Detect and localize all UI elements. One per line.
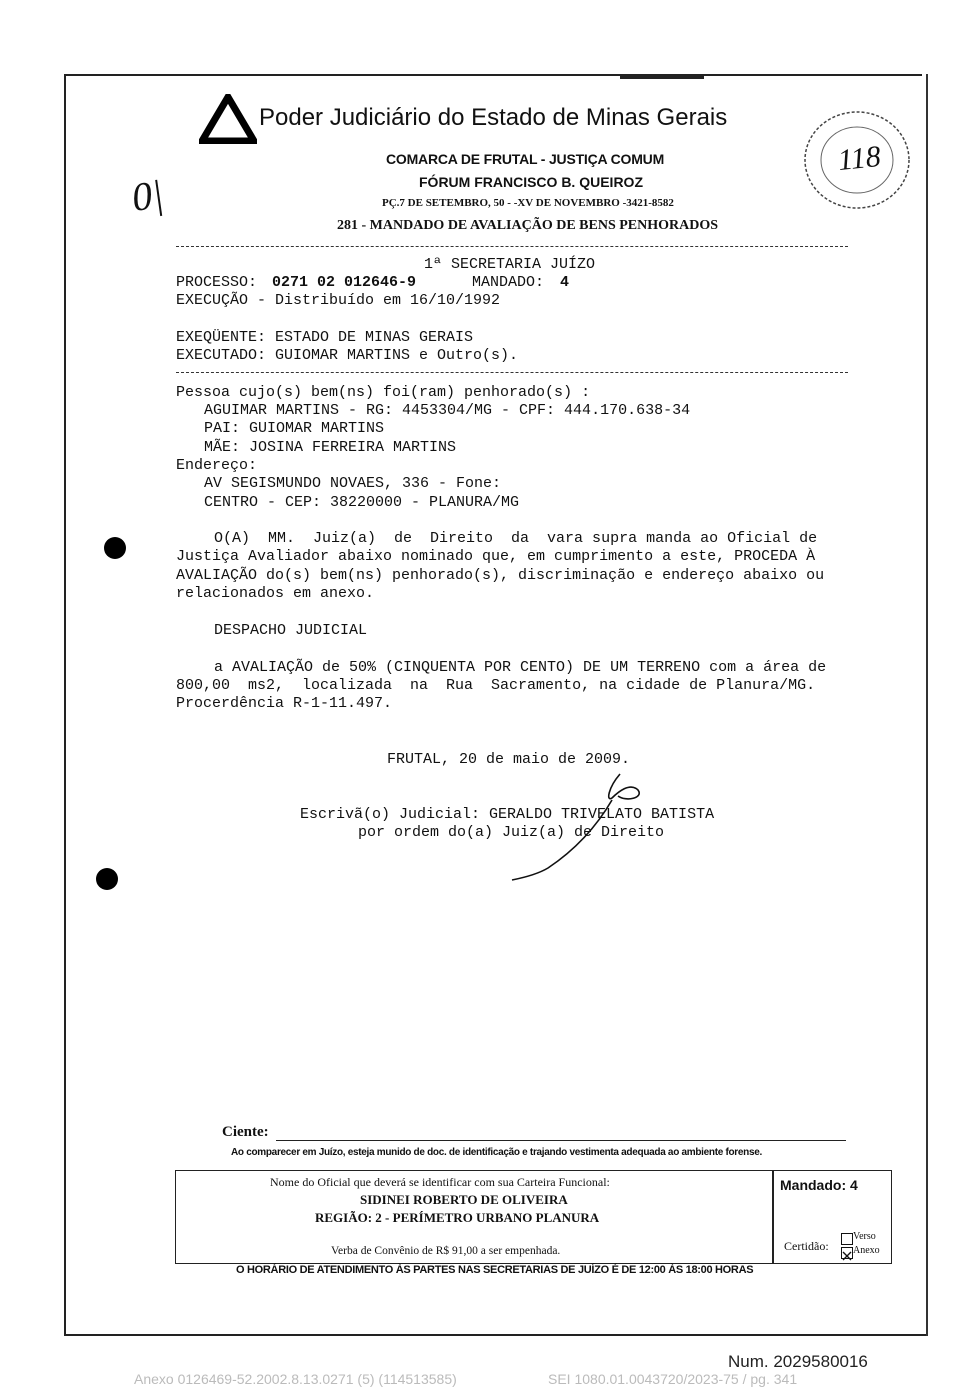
person-father: PAI: GUIOMAR MARTINS [204, 420, 385, 437]
ciente-label: Ciente: [222, 1124, 269, 1140]
check-mark-icon [842, 1251, 852, 1261]
forum-line: FÓRUM FRANCISCO B. QUEIROZ [419, 174, 643, 190]
anexo-reference: Anexo 0126469-52.2002.8.13.0271 (5) (114513585) [134, 1371, 457, 1387]
despacho-line-2: 800,00 ms2, localizada na Rua Sacramento, na cidade de Planura/MG. [176, 677, 816, 694]
ciente-signature-line[interactable] [276, 1140, 846, 1141]
oficial-regiao: REGIÃO: 2 - PERÍMETRO URBANO PLANURA [315, 1210, 600, 1225]
document-number: Num. 2029580016 [728, 1352, 868, 1371]
anexo-checkbox[interactable] [841, 1247, 853, 1259]
triangle-logo-icon [199, 94, 257, 144]
verba-line: Verba de Convênio de R$ 91,00 a ser empenhada. [331, 1245, 561, 1257]
address-label: Endereço: [176, 457, 258, 474]
person-mother: MÃE: JOSINA FERREIRA MARTINS [204, 439, 457, 456]
frame-bottom [64, 1334, 926, 1336]
order-paragraph-line-1: O(A) MM. Juiz(a) de Direito da vara supra manda ao Oficial de [214, 530, 818, 547]
order-paragraph-line-2: Justiça Avaliador abaixo nominado que, em cumprimento a este, PROCEDA À [176, 548, 816, 565]
oficial-name: SIDINEI ROBERTO DE OLIVEIRA [360, 1192, 568, 1207]
mandado-label: MANDADO: [472, 274, 545, 291]
processo-label: PROCESSO: [176, 274, 258, 291]
verso-checkbox[interactable] [841, 1233, 853, 1245]
date-line: FRUTAL, 20 de maio de 2009. [387, 751, 631, 768]
execucao-line: EXECUÇÃO - Distribuído em 16/10/1992 [176, 292, 501, 309]
comarca-line: COMARCA DE FRUTAL - JUSTIÇA COMUM [386, 151, 665, 167]
secretaria: 1ª SECRETARIA JUÍZO [424, 256, 596, 273]
escriva-line: Escrivã(o) Judicial: GERALDO TRIVELATO BATISTA [300, 806, 715, 823]
despacho-line-3: Procerdência R-1-11.497. [176, 695, 393, 712]
stamp-number: 118 [836, 139, 883, 178]
verso-label: Verso [853, 1231, 876, 1242]
punch-hole-lower [96, 868, 118, 890]
handwritten-mark: 0| [129, 171, 166, 220]
despacho-heading: DESPACHO JUDICIAL [214, 622, 368, 639]
address-city: CENTRO - CEP: 38220000 - PLANURA/MG [204, 494, 520, 511]
court-title: Poder Judiciário do Estado de Minas Gerais [259, 104, 728, 131]
executado-line: EXECUTADO: GUIOMAR MARTINS e Outro(s). [176, 347, 519, 364]
oficial-label: Nome do Oficial que deverá se identificar com sua Carteira Funcional: [270, 1175, 610, 1189]
despacho-line-1: a AVALIAÇÃO de 50% (CINQUENTA POR CENTO) DE UM TERRENO com a área de [214, 659, 827, 676]
forense-notice: Ao comparecer em Juízo, esteja munido de doc. de identificação e trajando vestimenta adequada ao ambiente forense. [231, 1147, 762, 1158]
mandado-box-label: Mandado: 4 [780, 1177, 858, 1193]
anexo-label: Anexo [853, 1245, 880, 1256]
frame-right [926, 74, 928, 1336]
ordem-line: por ordem do(a) Juiz(a) de Direito [358, 824, 665, 841]
separator-2 [176, 372, 848, 373]
certidao-label: Certidão: [784, 1239, 829, 1253]
horario-notice: O HORÁRIO DE ATENDIMENTO ÀS PARTES NAS SECRETARIAS DE JUÍZO É DE 12:00 ÀS 18:00 HORAS [236, 1264, 754, 1276]
sei-reference: SEI 1080.01.0043720/2023-75 / pg. 341 [548, 1371, 798, 1387]
order-paragraph-line-4: relacionados em anexo. [176, 585, 375, 602]
exequente-line: EXEQÜENTE: ESTADO DE MINAS GERAIS [176, 329, 474, 346]
frame-left [64, 74, 66, 1336]
court-seal-stamp [802, 108, 912, 212]
document-type: 281 - MANDADO DE AVALIAÇÃO DE BENS PENHORADOS [337, 218, 719, 233]
address-street: AV SEGISMUNDO NOVAES, 336 - Fone: [204, 475, 502, 492]
mandado-number: 4 [560, 274, 570, 291]
punch-hole-upper [104, 537, 126, 559]
address-line: PÇ.7 DE SETEMBRO, 50 - -XV DE NOVEMBRO -3421-8582 [382, 197, 674, 209]
processo-number: 0271 02 012646-9 [272, 274, 417, 291]
separator-1 [176, 246, 848, 247]
frame-top-mark [620, 76, 704, 79]
person-intro: Pessoa cujo(s) bem(ns) foi(ram) penhorado(s) : [176, 384, 591, 401]
person-name: AGUIMAR MARTINS - RG: 4453304/MG - CPF: 444.170.638-34 [204, 402, 691, 419]
frame-top [64, 74, 922, 76]
order-paragraph-line-3: AVALIAÇÃO do(s) bem(ns) penhorado(s), discriminação e endereço abaixo ou [176, 567, 825, 584]
